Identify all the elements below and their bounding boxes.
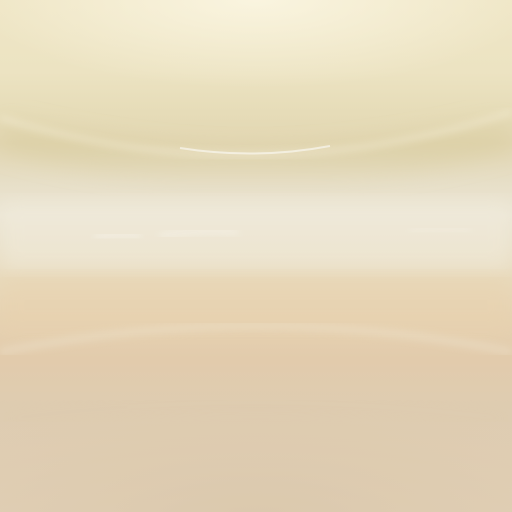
middle-reflection-band bbox=[0, 200, 512, 270]
lower-bowl-shadow bbox=[0, 325, 512, 512]
